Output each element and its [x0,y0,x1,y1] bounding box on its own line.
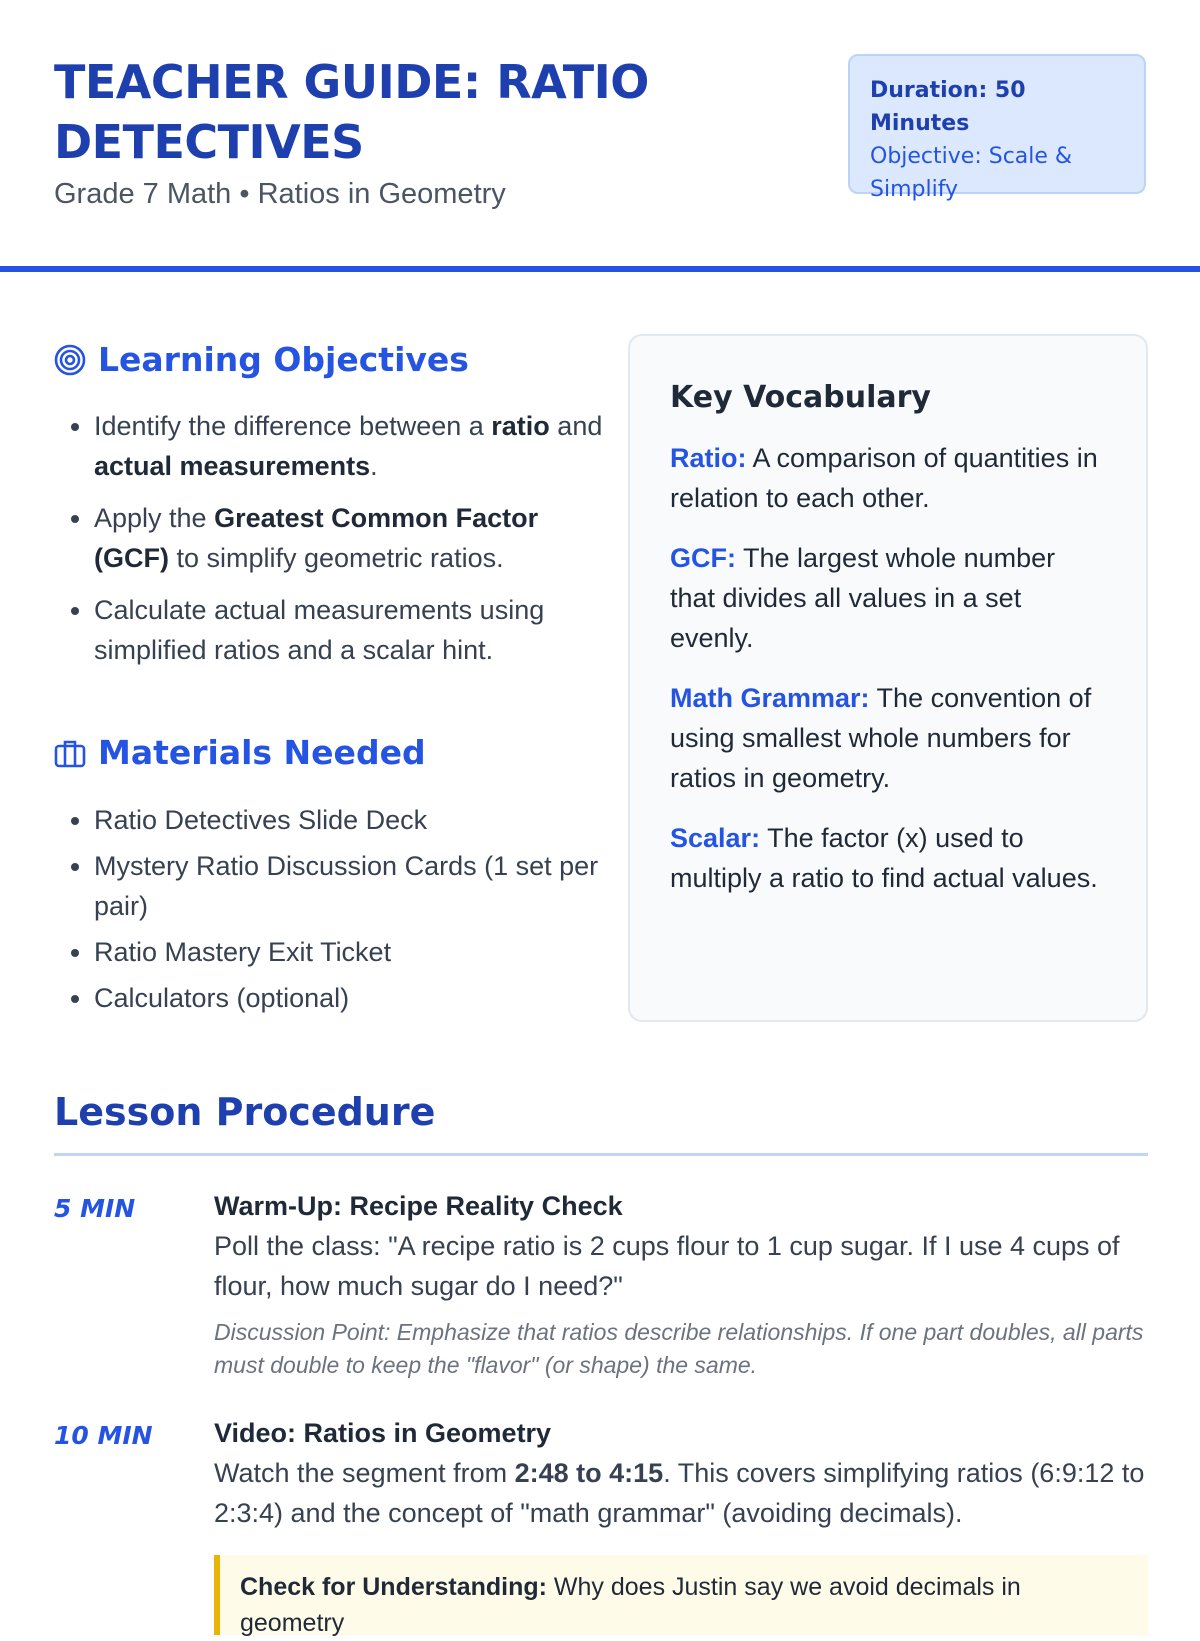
step-text: Watch the segment from 2:48 to 4:15. This covers simplifying ratios (6:9:12 to 2:3:4) and the concept of "math grammar" (avoiding decimals). [214,1458,1145,1528]
lesson-meta-box [848,54,1146,202]
objectives-heading [54,340,469,379]
objectives-heading-label: Learning Objectives [98,340,469,379]
list-item: • Ratio Detectives Slide Deck [94,800,614,840]
procedure-heading: Lesson Procedure [54,1090,436,1134]
vocab-item: GCF: The largest whole number that divides all values in a set evenly. [670,543,1056,653]
page-subtitle: Grade 7 Math • Ratios in Geometry [54,178,506,210]
page-title: TEACHER GUIDE: RATIO DETECTIVES [54,55,649,169]
divider [54,1153,1148,1156]
materials-heading [54,733,426,772]
target-icon [54,344,86,376]
vocab-item: Ratio: A comparison of quantities in relation to each other. [670,443,1098,513]
list-item: • Calculators (optional) [94,978,614,1018]
vocab-item: Math Grammar: The convention of using smallest whole numbers for ratios in geometry. [670,683,1092,793]
step-duration: 10 MIN [54,1421,153,1450]
materials-heading-label: Materials Needed [98,733,426,772]
vocabulary-heading: Key Vocabulary [670,380,931,415]
step-text: Poll the class: "A recipe ratio is 2 cups flour to 1 cup sugar. If I use 4 cups of flour, how much sugar do I need?" [214,1231,1120,1301]
step-duration: 5 MIN [54,1194,136,1223]
step-title: Video: Ratios in Geometry [214,1418,552,1448]
objectives-list [62,406,614,682]
duration-label: Duration: 50 Minutes [870,78,1026,136]
list-item: • Ratio Mastery Exit Ticket [94,932,614,972]
step-note: Discussion Point: Emphasize that ratios describe relationships. If one part doubles, all parts must double to keep the "flavor" (or shape) the same. [214,1319,1144,1378]
list-item: • Apply the Greatest Common Factor (GCF) to simplify geometric ratios. [94,498,614,578]
page-header [0,0,1200,272]
check-for-understanding-callout: Check for Understanding: Why does Justin say we avoid decimals in geometry [214,1555,1148,1635]
step-title: Warm-Up: Recipe Reality Check [214,1191,623,1221]
list-item: • Mystery Ratio Discussion Cards (1 set per pair) [94,846,614,926]
key-vocabulary-card [628,334,1148,1022]
objective-label: Objective: Scale & Simplify [870,144,1073,202]
vocab-item: Scalar: The factor (x) used to multiply a ratio to find actual values. [670,823,1098,893]
briefcase-icon [54,737,86,769]
materials-list [62,800,614,1024]
list-item: • Calculate actual measurements using simplified ratios and a scalar hint. [94,590,614,670]
list-item: • Identify the difference between a ratio and actual measurements. [94,406,614,486]
